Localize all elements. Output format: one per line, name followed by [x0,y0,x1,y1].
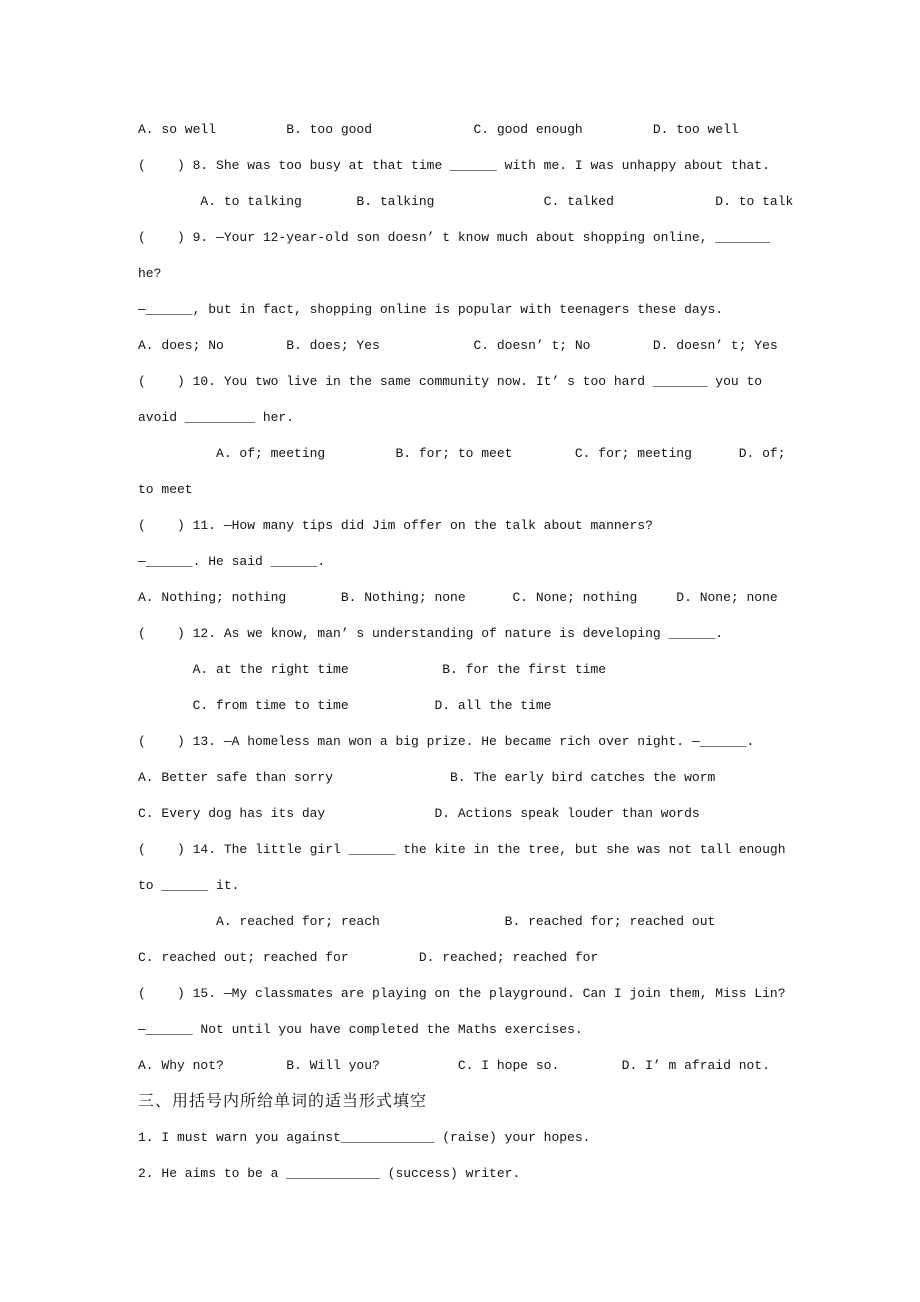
question: ( ) 12. As we know, man’ s understanding of nature is developing ______. [138,626,724,641]
options-row: A. at the right time B. for the first time [138,662,607,677]
options-row: A. Why not? B. Will you? C. I hope so. D. I’ m afraid not. [138,1058,770,1073]
section-header: 三、用括号内所给单词的适当形式填空 [138,1093,428,1111]
options-row: A. Better safe than sorry B. The early bird catches the worm [138,770,716,785]
question: ( ) 13. —A homeless man won a big prize. He became rich over night. —______. [138,734,755,749]
question: ( ) 8. She was too busy at that time ______ with me. I was unhappy about that. [138,158,770,173]
options-row: A. does; No B. does; Yes C. doesn’ t; No D. doesn’ t; Yes [138,338,778,353]
question: ( ) 14. The little girl ______ the kite in the tree, but she was not tall enough [138,842,786,857]
fill-in-item: 2. He aims to be a ____________ (success) writer. [138,1166,521,1181]
document-text-block [138,112,898,1192]
question: ( ) 10. You two live in the same community now. It’ s too hard _______ you to [138,374,763,389]
continuation: —______ Not until you have completed the Maths exercises. [138,1022,583,1037]
continuation: he? [138,266,162,281]
options-row: A. so well B. too good C. good enough D. too well [138,122,739,137]
fill-in-item: 1. I must warn you against____________ (raise) your hopes. [138,1130,591,1145]
options-row: A. reached for; reach B. reached for; reached out [138,914,716,929]
continuation: to ______ it. [138,878,240,893]
options-row: C. from time to time D. all the time [138,698,552,713]
question: ( ) 9. —Your 12-year-old son doesn’ t know much about shopping online, _______ [138,230,770,245]
continuation: to meet [138,482,193,497]
question: ( ) 15. —My classmates are playing on the playground. Can I join them, Miss Lin? [138,986,786,1001]
options-row: C. reached out; reached for D. reached; reached for [138,950,599,965]
question: ( ) 11. —How many tips did Jim offer on the talk about manners? [138,518,653,533]
options-row: A. to talking B. talking C. talked D. to talk [138,194,794,209]
options-row: C. Every dog has its day D. Actions speak louder than words [138,806,700,821]
continuation: —______. He said ______. [138,554,326,569]
continuation: avoid _________ her. [138,410,295,425]
options-row: A. Nothing; nothing B. Nothing; none C. None; nothing D. None; none [138,590,778,605]
continuation: —______, but in fact, shopping online is popular with teenagers these days. [138,302,724,317]
options-row: A. of; meeting B. for; to meet C. for; meeting D. of; [138,446,786,461]
